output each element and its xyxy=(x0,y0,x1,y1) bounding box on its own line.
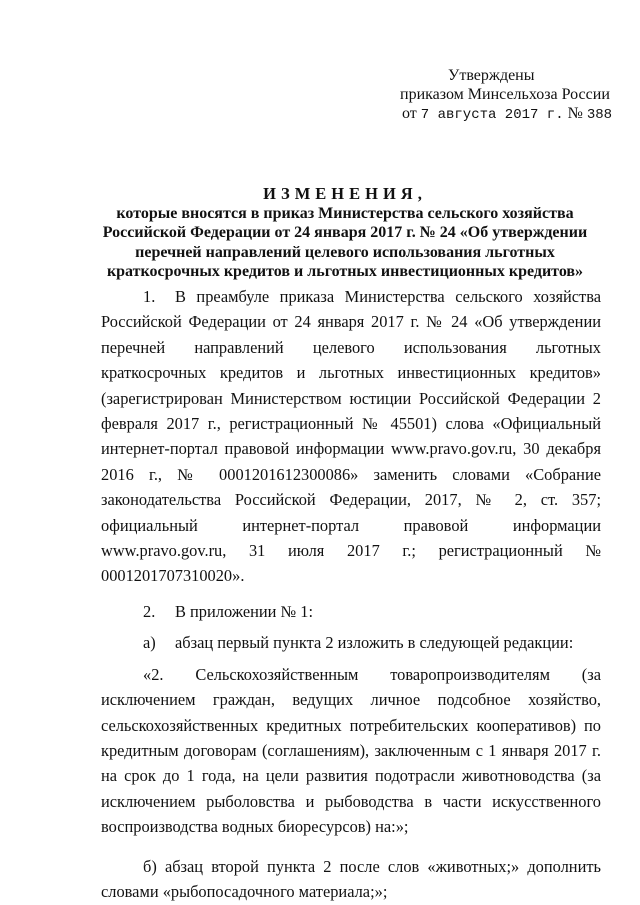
approval-line-date xyxy=(386,104,616,125)
paragraph-2-text: В приложении № 1: xyxy=(175,601,314,621)
paragraph-1-text: В преамбуле приказа Министерства сельского хозяйства Российской Федерации от 24 января 2017 г. № 24 «Об утверждении перечней направлений целевого использования льготных краткосрочных кредитов и льготных инвестиционных кредитов» (зарегистрирован Министерством юстиции Российской Федерации 2 февраля 2017 г., регистрационный № 45501) слова «Официальный интернет-портал правовой информации www.pravo.gov.ru, 30 декабря 2016 г., № 0001201612300086» заменить словами «Собрание законодательства Российской Федерации, 2017, № 2, ст. 357; официальный интернет-портал правовой информации www.pravo.gov.ru, 31 июля 2017 г.; регистрационный № 0001201707310020». xyxy=(101,287,601,586)
document-title xyxy=(100,184,590,282)
paragraph-2-number: 2. xyxy=(143,601,156,621)
approval-line-approved: Утверждены xyxy=(448,67,535,84)
paragraph-3-text: абзац первый пункта 2 изложить в следующей редакции: xyxy=(175,633,574,653)
paragraph-4: «2. Сельскохозяйственным товаропроизводителям (за исключением граждан, ведущих личное подсобное хозяйство, сельскохозяйственных кредитных потребительских кооперативов) по кредитным договорам (соглашениям), заключенным с 1 января 2017 г. на срок до 1 года, на цели развития подотрасли животноводства (за исключением рыболовства и рыбоводства в части искусственного воспроизводства водных биоресурсов) на:»; xyxy=(101,664,601,837)
title-subtitle: которые вносятся в приказ Министерства сельского хозяйства Российской Федерации от 24 января 2017 г. № 24 «Об утверждении перечней направлений целевого использования льготных краткосрочных кредитов и льготных инвестиционных кредитов» xyxy=(102,204,588,280)
approval-date-prefix: от xyxy=(402,105,417,122)
paragraph-3 xyxy=(101,630,601,655)
approval-line-order: приказом Минсельхоза России xyxy=(400,86,610,103)
paragraph-5: б) абзац второй пункта 2 после слов «животных;» дополнить словами «рыбопосадочного материала;»; xyxy=(101,856,601,901)
approval-stamp xyxy=(386,66,616,125)
paragraph-2 xyxy=(101,599,601,624)
approval-number-value: 388 xyxy=(586,107,613,123)
approval-date-value: 7 августа 2017 г. xyxy=(420,107,564,123)
paragraph-3-number: а) xyxy=(143,633,156,653)
paragraph-1 xyxy=(101,284,601,589)
document-body xyxy=(101,284,601,904)
paragraph-1-number: 1. xyxy=(143,287,156,306)
title-main: ИЗМЕНЕНИЯ, xyxy=(263,184,427,203)
approval-number-sign: № xyxy=(567,105,583,122)
